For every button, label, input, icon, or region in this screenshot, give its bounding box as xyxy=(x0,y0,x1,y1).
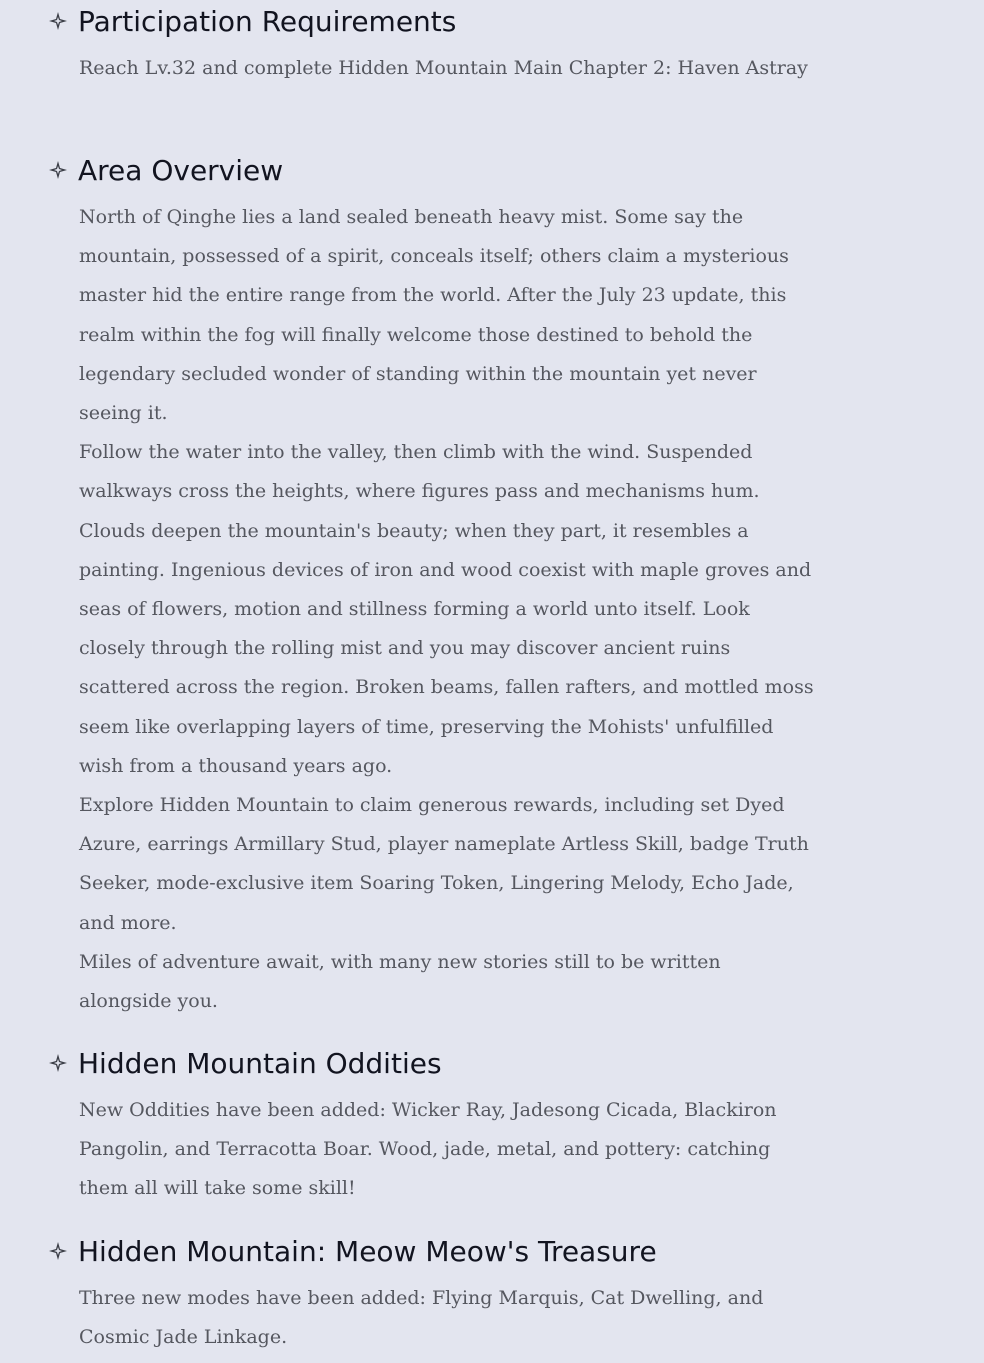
section-heading-meow-treasure xyxy=(48,1236,657,1266)
section-heading-oddities xyxy=(48,1048,442,1078)
paragraph: Follow the water into the valley, then climb with the wind. Suspended walkways cross the heights, where figures pass and mechanisms hum. Clouds deepen the mountain's beauty; when they part, it resembles a painting. Ingenious devices of iron and wood coexist with maple groves and seas of flowers, motion and stillness forming a world unto itself. Look closely through the rolling mist and you may discover ancient ruins scattered across the region. Broken beams, fallen rafters, and mottled moss seem like overlapping layers of time, preserving the Mohists' unfulfilled wish from a thousand years ago. xyxy=(79,441,814,777)
four-point-star-icon xyxy=(48,1053,68,1073)
section-body-meow-treasure xyxy=(79,1279,819,1357)
section-title: Hidden Mountain Oddities xyxy=(78,1046,442,1080)
section-body-participation xyxy=(79,49,819,88)
section-heading-area-overview xyxy=(48,155,283,185)
section-title: Participation Requirements xyxy=(78,4,457,38)
section-body-oddities xyxy=(79,1091,819,1209)
section-heading-participation xyxy=(48,6,456,36)
paragraph: Explore Hidden Mountain to claim generous rewards, including set Dyed Azure, earrings Armillary Stud, player nameplate Artless Skill, badge Truth Seeker, mode-exclusive item Soaring Token, Lingering Melody, Echo Jade, and more. xyxy=(79,794,809,934)
four-point-star-icon xyxy=(48,160,68,180)
four-point-star-icon xyxy=(48,11,68,31)
paragraph: Three new modes have been added: Flying Marquis, Cat Dwelling, and Cosmic Jade Linkage. xyxy=(79,1287,764,1349)
section-title: Area Overview xyxy=(78,153,284,187)
section-title: Hidden Mountain: Meow Meow's Treasure xyxy=(78,1234,657,1268)
paragraph: Reach Lv.32 and complete Hidden Mountain Main Chapter 2: Haven Astray xyxy=(79,57,808,79)
paragraph: New Oddities have been added: Wicker Ray, Jadesong Cicada, Blackiron Pangolin, and Terracotta Boar. Wood, jade, metal, and pottery: catching them all will take some skill! xyxy=(79,1099,777,1200)
paragraph: North of Qinghe lies a land sealed beneath heavy mist. Some say the mountain, possessed of a spirit, conceals itself; others claim a mysterious master hid the entire range from the world. After the July 23 update, this realm within the fog will finally welcome those destined to behold the legendary secluded wonder of standing within the mountain yet never seeing it. xyxy=(79,206,789,425)
paragraph: Miles of adventure await, with many new stories still to be written alongside you. xyxy=(79,950,721,1013)
section-body-area-overview xyxy=(79,198,819,1021)
four-point-star-icon xyxy=(48,1241,68,1261)
